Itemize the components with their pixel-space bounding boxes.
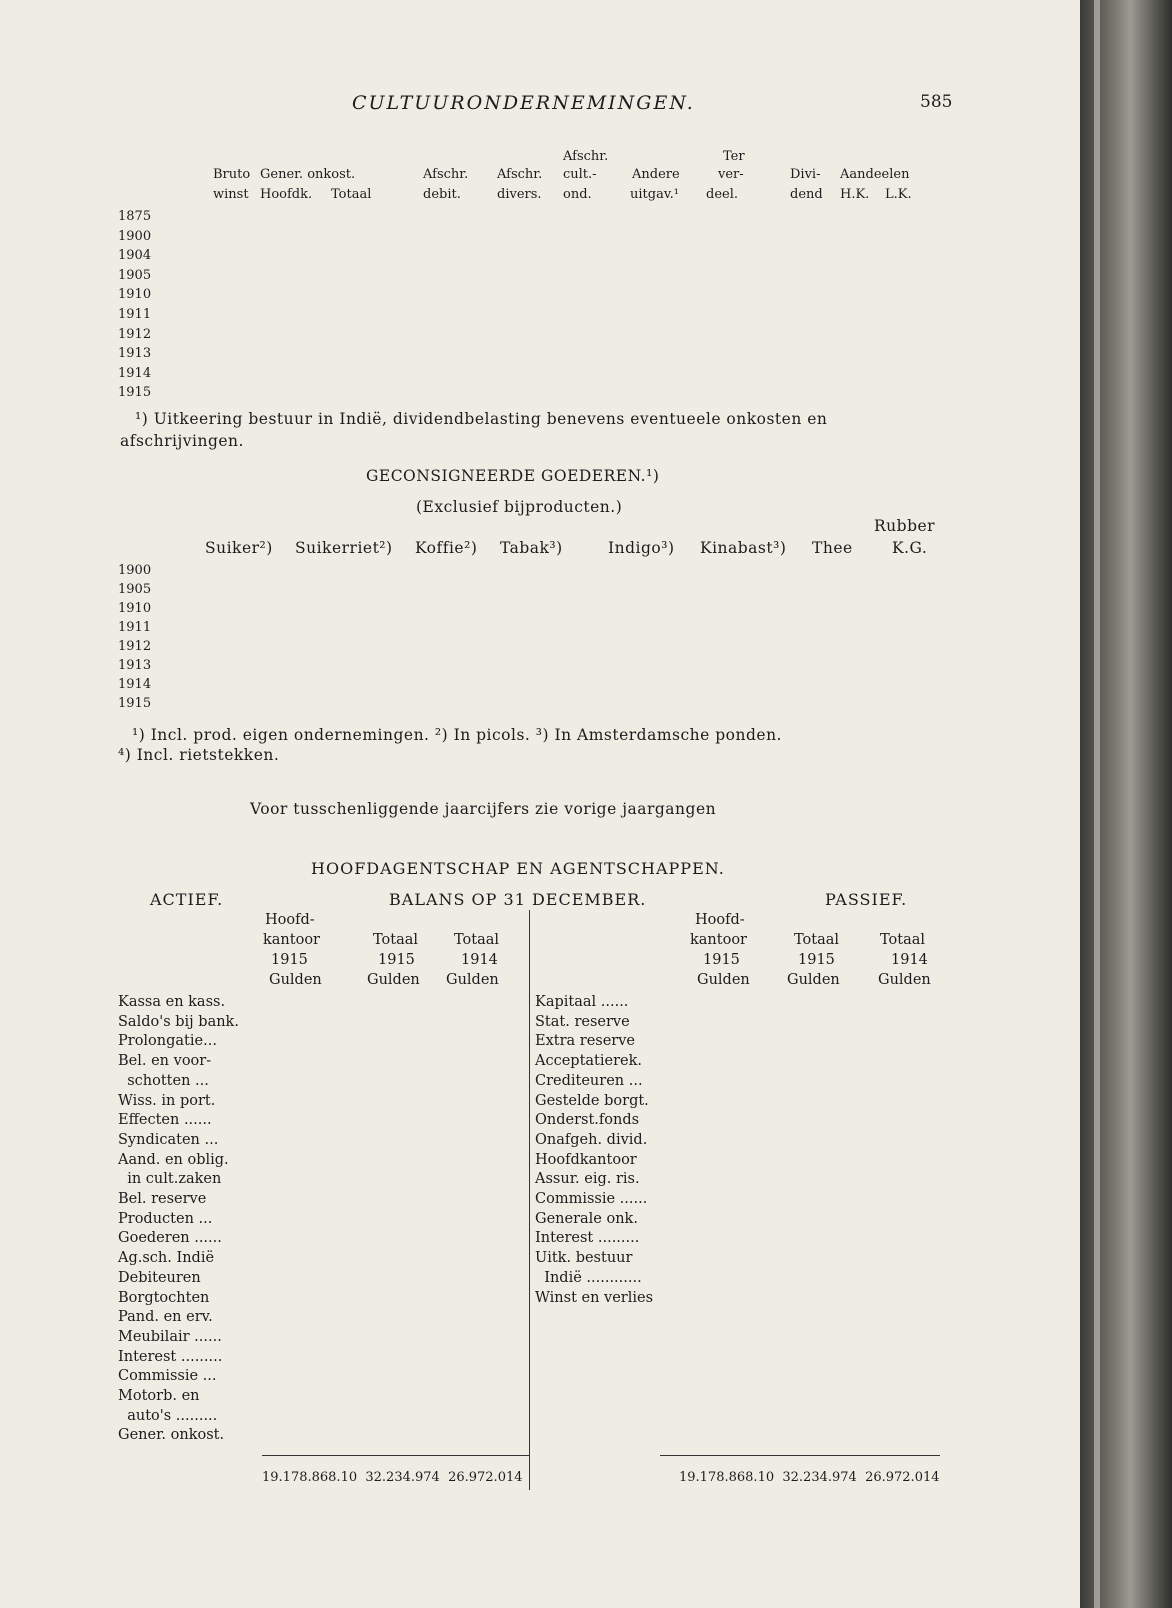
table1-header-cell: Gener. onkost. (260, 167, 356, 182)
column-header: kantoor (690, 932, 747, 948)
table1-header-cell: debit. (423, 187, 461, 202)
column-header: kantoor (263, 932, 320, 948)
column-header: 1915 (703, 952, 740, 968)
actief-item-label: Wiss. in port. (118, 1092, 216, 1109)
table-row-year: 1914 (118, 365, 152, 381)
column-header: 1914 (891, 952, 928, 968)
passief-item-label: Onafgeh. divid. (535, 1131, 648, 1148)
table2-title: GECONSIGNEERDE GOEDEREN.¹) (366, 467, 660, 485)
passief-item-label: Acceptatierek. (535, 1053, 643, 1070)
table1-header-cell: L.K. (885, 187, 912, 202)
table2-footnote-line2: ⁴) Incl. rietstekken. (118, 746, 280, 764)
column-header: Gulden (697, 972, 750, 988)
actief-item-label: Meubilair ...... (118, 1328, 222, 1345)
actief-item-label: Borgtochten (118, 1289, 210, 1306)
table-row-year: 1900 (118, 228, 152, 244)
actief-item-label: Syndicaten ... (118, 1131, 219, 1148)
column-header: 1915 (378, 952, 415, 968)
table1-header-cell: Afschr. (423, 167, 469, 182)
table1-header-cell: cult.- (563, 167, 597, 182)
table1-header-cell: Afschr. (563, 149, 609, 164)
column-header: Gulden (269, 972, 322, 988)
left-total-rule (262, 1455, 530, 1456)
passief-item-label: Assur. eig. ris. (535, 1171, 640, 1188)
table-row-year: 1911 (118, 307, 152, 322)
table2-header-cell: K.G. (892, 539, 928, 557)
balance-subtitle: BALANS OP 31 DECEMBER. (389, 890, 647, 909)
actief-item-label: in cult.zaken (118, 1171, 222, 1188)
passief-item-label: Interest ......... (535, 1230, 640, 1247)
column-header: 1915 (271, 952, 308, 968)
table-row-year: 1915 (118, 385, 152, 401)
actief-item-label: Motorb. en (118, 1388, 200, 1404)
passief-item-label: Indië ............ (535, 1269, 642, 1286)
table-row-year: 1875 (118, 209, 152, 224)
table1-header-cell: Afschr. (497, 167, 543, 182)
actief-item-label: auto's ......... (118, 1407, 218, 1424)
right-total-rule (660, 1455, 940, 1456)
table-row-year: 1910 (118, 287, 152, 303)
book-spine (1080, 0, 1172, 1608)
table2-header-cell: Indigo³) (608, 539, 675, 557)
actief-item-label: Prolongatie... (118, 1033, 217, 1050)
table1-footnote-line1: ¹) Uitkeering bestuur in Indië, dividendbelasting benevens eventueele onkosten en (135, 410, 828, 428)
table1-header-cell: H.K. (840, 187, 870, 202)
table1-footnote-line2: afschrijvingen. (120, 432, 244, 450)
column-header: Totaal (454, 932, 500, 948)
column-header: 1915 (798, 952, 835, 968)
actief-item-label: Goederen ...... (118, 1230, 222, 1247)
table2-header-cell: Suikerriet²) (295, 539, 393, 557)
table1-header-cell: Divi- (790, 167, 821, 182)
actief-item-label: Aand. en oblig. (118, 1151, 229, 1168)
column-header: Totaal (373, 932, 419, 948)
actief-item-label: Interest ......... (118, 1348, 223, 1365)
table-row-year: 1915 (118, 696, 152, 711)
passief-item-label: Crediteuren ... (535, 1072, 643, 1089)
table1-header-cell: Andere (632, 167, 680, 182)
table2-header-cell: Thee (812, 539, 853, 557)
table-row-year: 1900 (118, 563, 152, 578)
actief-item-label: Commissie ... (118, 1368, 217, 1385)
table-row-year: 1905 (118, 582, 152, 597)
table2-header-cell: Kinabast³) (700, 539, 787, 557)
column-header: Totaal (794, 932, 840, 948)
intermediate-note: Voor tusschenliggende jaarcijfers zie vorige jaargangen (250, 800, 717, 818)
column-header: Hoofd- (265, 912, 315, 928)
actief-item-label: Debiteuren (118, 1269, 201, 1286)
table1-header-cell: uitgav.¹ (630, 187, 679, 202)
passief-item-label: Gestelde borgt. (535, 1092, 649, 1109)
passief-item-label: Kapitaal ...... (535, 994, 629, 1010)
table2-header-cell: Koffie²) (415, 539, 478, 557)
column-header: Gulden (367, 972, 420, 988)
page-number: 585 (920, 92, 953, 112)
table1-header-cell: winst (213, 187, 249, 202)
passief-item-label: Uitk. bestuur (535, 1250, 633, 1267)
table-row-year: 1913 (118, 658, 152, 673)
table2-subtitle: (Exclusief bijproducten.) (416, 498, 623, 516)
column-header: 1914 (461, 952, 498, 968)
actief-item-label: Gener. onkost. (118, 1427, 225, 1444)
table1-header-cell: ond. (563, 187, 592, 202)
table1-header-cell: Ter (723, 149, 745, 164)
table1-header-cell: deel. (706, 187, 738, 202)
column-header: Gulden (787, 972, 840, 988)
column-header: Hoofd- (695, 912, 745, 928)
passief-total: 19.178.868.10 32.234.974 26.972.014 (679, 1470, 940, 1485)
actief-item-label: Ag.sch. Indië (118, 1250, 215, 1267)
table-row-year: 1910 (118, 601, 152, 616)
table2-header-cell: Rubber (874, 517, 936, 535)
actief-item-label: Bel. reserve (118, 1191, 207, 1207)
column-header: Gulden (878, 972, 931, 988)
table-row-year: 1911 (118, 620, 152, 635)
table-row-year: 1905 (118, 267, 152, 283)
actief-title: ACTIEF. (150, 890, 224, 909)
page-header-title: CULTUURONDERNEMINGEN. (352, 92, 695, 114)
column-header: Gulden (446, 972, 499, 988)
passief-item-label: Generale onk. (535, 1210, 638, 1227)
table-row-year: 1914 (118, 677, 152, 692)
passief-item-label: Commissie ...... (535, 1191, 648, 1207)
balance-divider (529, 910, 530, 1490)
table2-header-cell: Tabak³) (500, 539, 563, 557)
table2-footnote-line1: ¹) Incl. prod. eigen ondernemingen. ²) In picols. ³) In Amsterdamsche ponden. (132, 726, 782, 744)
passief-item-label: Onderst.fonds (535, 1112, 640, 1129)
passief-item-label: Extra reserve (535, 1033, 636, 1050)
table1-header-cell: Hoofdk. (260, 187, 313, 202)
balance-title: HOOFDAGENTSCHAP EN AGENTSCHAPPEN. (311, 859, 725, 878)
table1-header-cell: Aandeelen (840, 167, 910, 182)
passief-item-label: Winst en verlies (535, 1289, 654, 1306)
actief-item-label: Effecten ...... (118, 1112, 212, 1129)
actief-item-label: Bel. en voor- (118, 1053, 212, 1070)
table-row-year: 1912 (118, 639, 152, 654)
column-header: Totaal (880, 932, 926, 948)
actief-item-label: Producten ... (118, 1210, 213, 1227)
table1-header-cell: ver- (718, 167, 744, 182)
table-row-year: 1912 (118, 326, 152, 342)
actief-item-label: schotten ... (118, 1072, 209, 1089)
passief-item-label: Hoofdkantoor (535, 1151, 637, 1168)
actief-total: 19.178.868.10 32.234.974 26.972.014 (262, 1470, 523, 1485)
table-row-year: 1904 (118, 248, 152, 264)
passief-item-label: Stat. reserve (535, 1013, 630, 1030)
actief-item-label: Kassa en kass. (118, 994, 226, 1010)
actief-item-label: Saldo's bij bank. (118, 1013, 239, 1030)
passief-title: PASSIEF. (825, 890, 908, 909)
table2-header-cell: Suiker²) (205, 539, 273, 557)
table1-header-cell: dend (790, 187, 823, 202)
table1-header-cell: Totaal (331, 187, 372, 202)
table1-header-cell: Bruto (213, 167, 251, 182)
table1-header-cell: divers. (497, 187, 542, 202)
table-row-year: 1913 (118, 346, 152, 362)
actief-item-label: Pand. en erv. (118, 1309, 213, 1326)
